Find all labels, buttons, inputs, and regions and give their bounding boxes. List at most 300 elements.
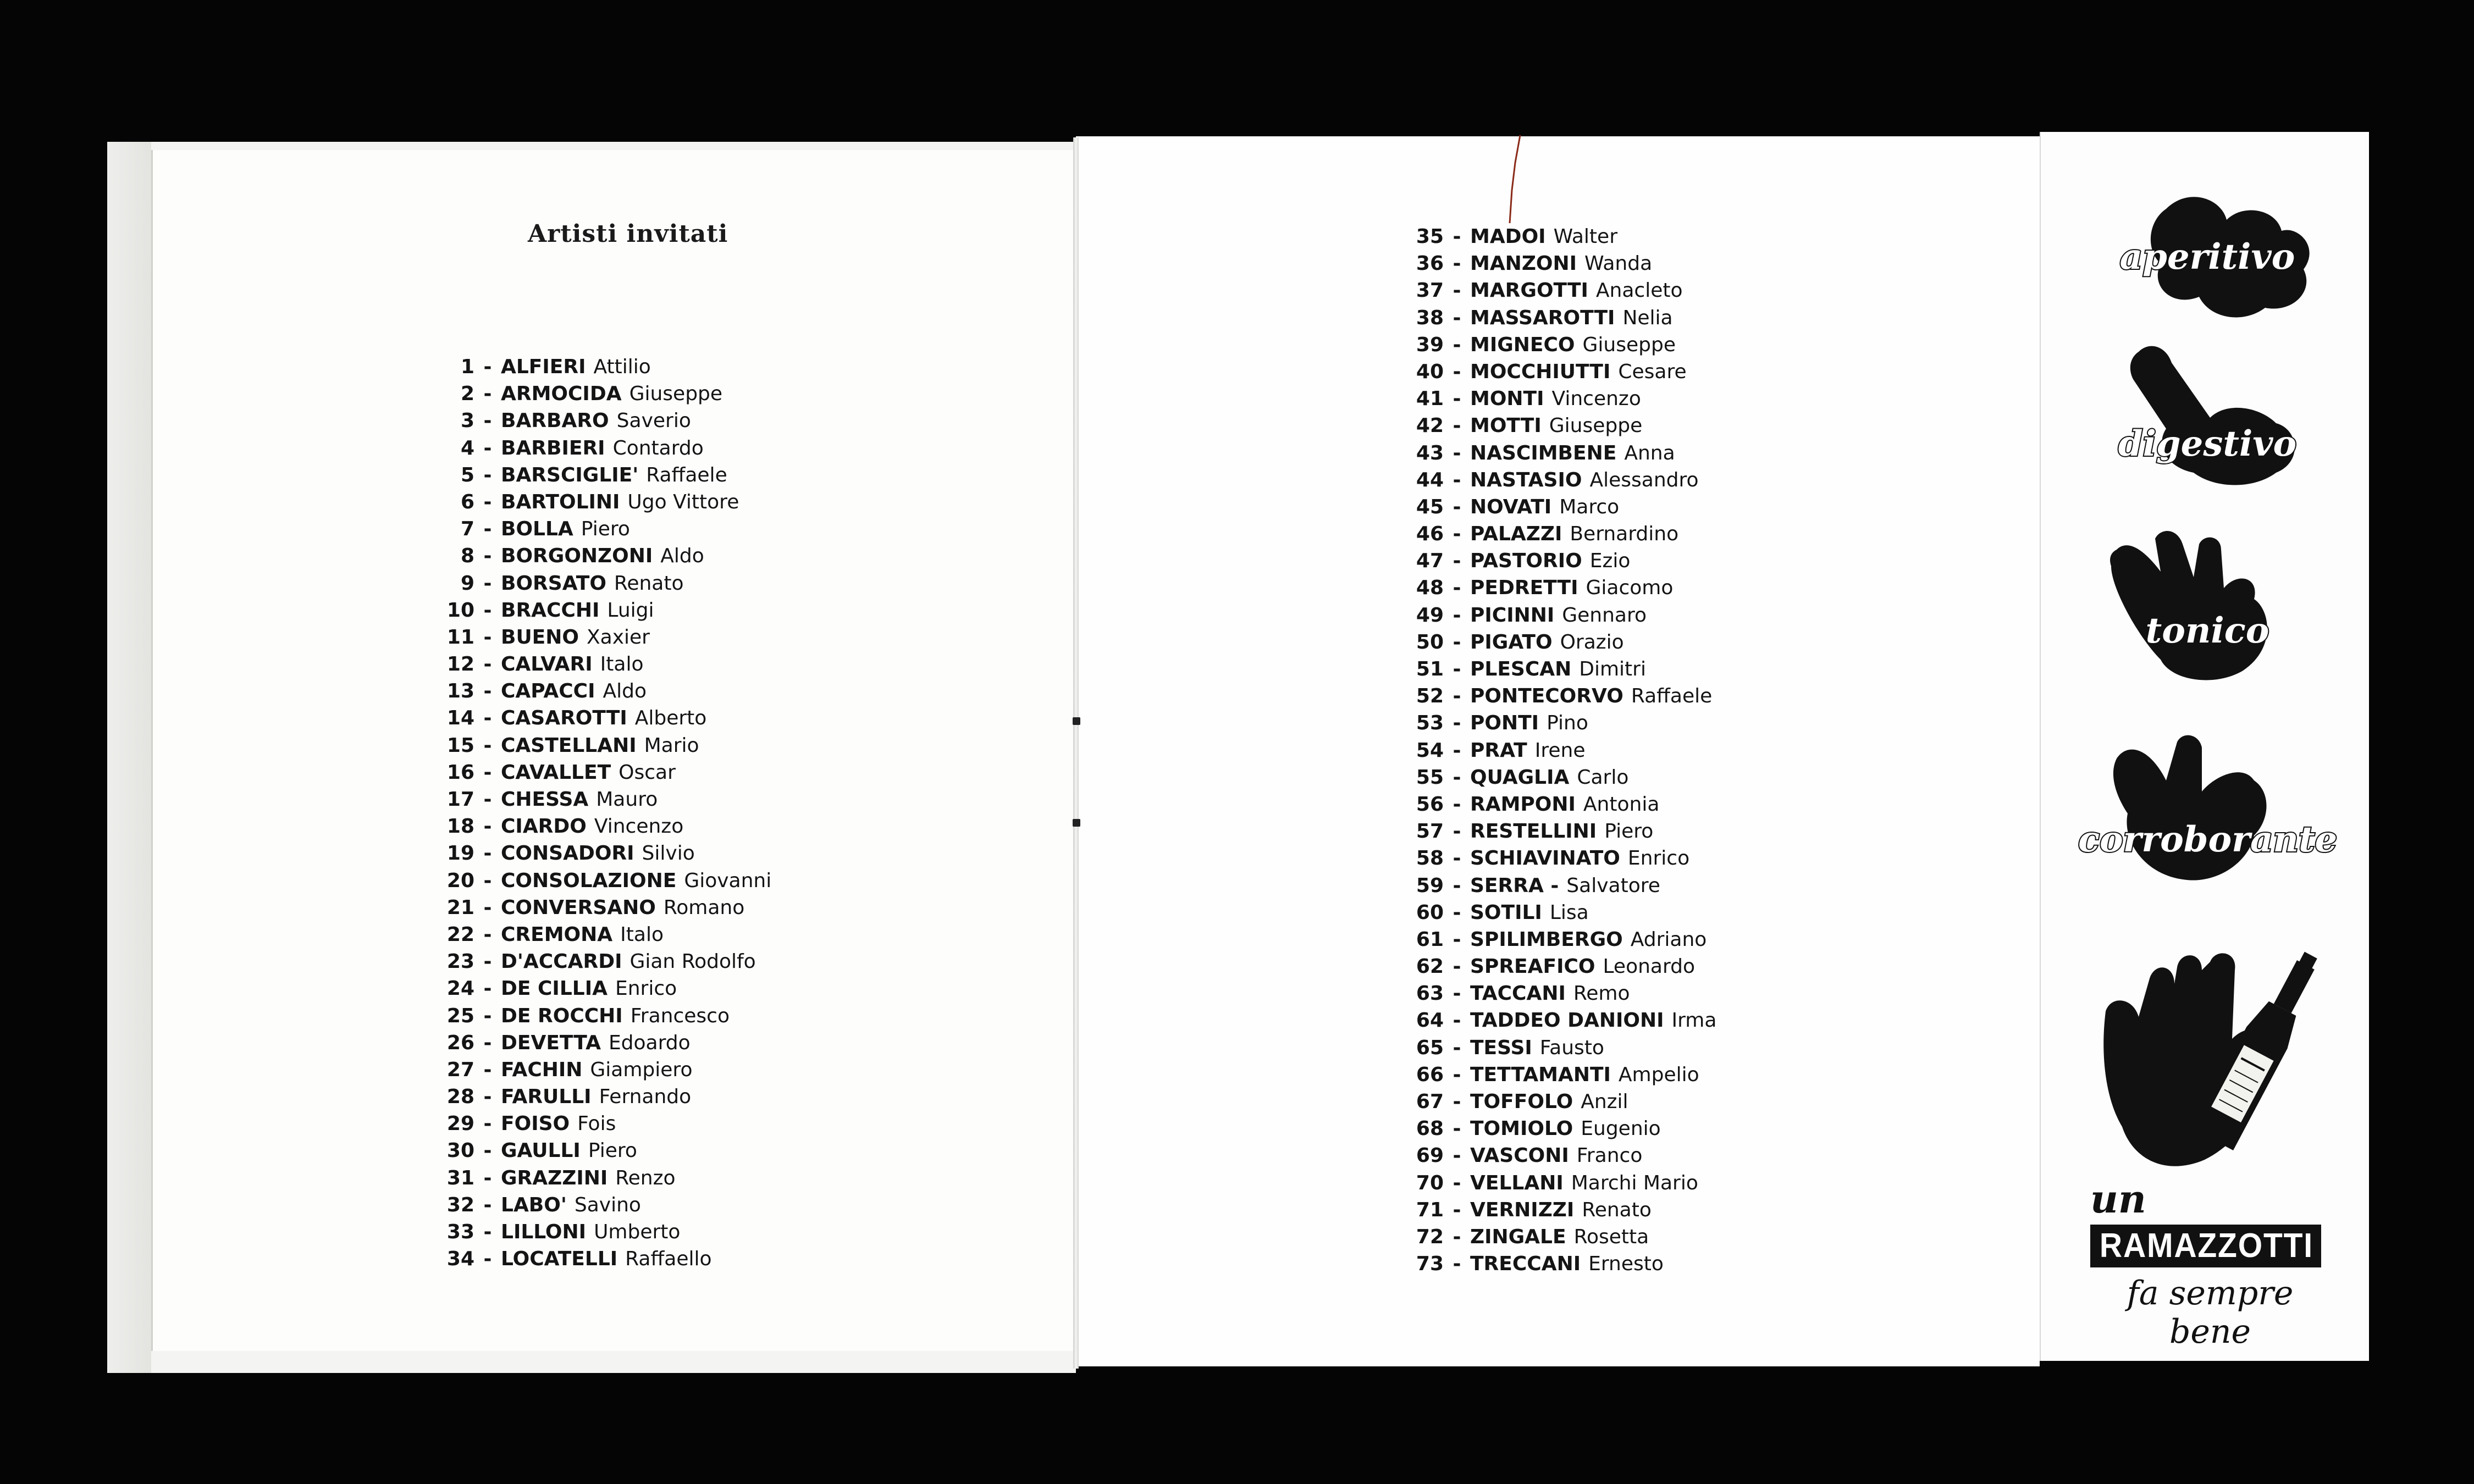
separator-dash: - [1453,333,1461,356]
artist-entry [443,921,771,948]
artist-entry [1412,926,1716,953]
artist-surname: QUAGLIA [1470,766,1570,789]
artist-number: 64 [1416,1009,1444,1032]
separator-dash: - [483,1112,492,1136]
artist-given-name: Silvio [642,842,695,865]
separator-dash: - [483,599,492,622]
artist-list-left [443,353,771,1272]
artist-given-name: Alberto [634,707,707,730]
artist-entry [443,570,771,597]
artist-given-name: Oscar [618,761,676,784]
separator-dash: - [1453,550,1461,573]
artist-surname: BUENO [501,625,579,649]
artist-entry [1412,250,1716,277]
artist-surname: FARULLI [501,1086,592,1109]
artist-number: 67 [1416,1090,1444,1113]
artist-surname: NASTASIO [1470,468,1582,491]
artist-number: 49 [1416,603,1444,627]
tonico-logo [2078,528,2337,693]
artist-number: 56 [1416,793,1444,816]
artist-given-name: Alessandro [1589,468,1699,491]
separator-dash: - [1453,658,1461,680]
artist-number: 57 [1416,820,1444,843]
artist-surname: TOFFOLO [1470,1090,1573,1113]
artist-surname: VASCONI [1470,1144,1569,1167]
artist-entry [443,353,771,380]
artist-given-name: Eugenio [1581,1117,1661,1140]
artist-entry [1412,1115,1716,1142]
separator-dash: - [483,1193,492,1216]
artist-number: 5 [460,463,474,486]
artist-surname: FOISO [501,1112,570,1136]
artist-entry [1412,304,1716,331]
artist-entry [1412,1197,1716,1223]
separator-dash: - [483,1086,492,1109]
left-page-edge [107,142,151,1373]
artist-number: 6 [460,490,474,513]
artist-surname: CALVARI [501,653,593,676]
artist-given-name: Vincenzo [594,815,684,838]
artist-given-name: Rosetta [1573,1225,1649,1248]
separator-dash: - [483,842,492,865]
artist-given-name: Francesco [630,1004,730,1027]
artist-surname: PALAZZI [1470,523,1562,546]
artist-number: 2 [460,383,474,406]
separator-dash: - [483,409,492,433]
artist-given-name: Piero [1604,820,1654,843]
artist-given-name: Fois [577,1112,616,1136]
separator-dash: - [483,625,492,649]
artist-given-name: Marchi Mario [1571,1171,1698,1194]
artist-surname: BARSCIGLIE' [501,463,639,486]
artist-entry [1412,223,1716,250]
artist-number: 51 [1416,658,1444,680]
artist-entry [443,678,771,705]
separator-dash: - [483,490,492,513]
artist-list-right [1412,223,1716,1277]
artist-number: 3 [460,409,474,433]
artist-number: 26 [446,1031,474,1054]
artist-number: 63 [1416,982,1444,1005]
brand-prefix: un [2090,1176,2146,1222]
separator-dash: - [483,653,492,676]
separator-dash: - [483,1004,492,1027]
artist-number: 19 [446,842,474,865]
artist-entry [443,975,771,1002]
artist-entry [1412,1007,1716,1034]
separator-dash: - [483,950,492,973]
separator-dash: - [1453,766,1461,789]
artist-entry [1412,980,1716,1007]
staple-mark [1073,717,1080,725]
artist-entry [443,516,771,542]
artist-given-name: Romano [663,896,745,919]
artist-given-name: Contardo [612,436,704,459]
artist-surname: MADOI [1470,225,1546,248]
artist-number: 66 [1416,1063,1444,1086]
artist-entry [443,1110,771,1137]
artist-number: 44 [1416,468,1444,491]
artist-given-name: Anna [1624,441,1675,464]
artist-entry [443,759,771,786]
artist-number: 50 [1416,630,1444,654]
separator-dash: - [1453,820,1461,843]
separator-dash: - [483,977,492,1000]
artist-surname: RESTELLINI [1470,820,1597,843]
artist-given-name: Vincenzo [1551,387,1641,411]
artist-entry [443,1137,771,1164]
artist-entry [1412,358,1716,385]
artist-given-name: Irma [1671,1009,1717,1032]
artist-entry [443,407,771,434]
artist-given-name: Xaxier [587,625,650,649]
artist-surname: SERRA - [1470,874,1559,897]
artist-surname: SPREAFICO [1470,955,1595,978]
artist-entry [443,1245,771,1272]
artist-given-name: Giampiero [590,1058,693,1081]
artist-given-name: Carlo [1577,766,1629,789]
separator-dash: - [1453,630,1461,654]
artist-given-name: Aldo [660,545,704,568]
artist-entry [1412,1142,1716,1169]
artist-entry [1412,737,1716,764]
artist-entry [1412,656,1716,683]
artist-given-name: Antonia [1583,793,1660,816]
artist-surname: GRAZZINI [501,1166,608,1189]
artist-entry [1412,574,1716,601]
separator-dash: - [483,734,492,757]
artist-given-name: Savino [574,1193,641,1216]
artist-number: 55 [1416,766,1444,789]
separator-dash: - [1453,1036,1461,1059]
artist-entry [443,1219,771,1245]
artist-given-name: Piero [588,1139,637,1162]
separator-dash: - [483,761,492,784]
separator-dash: - [1453,306,1461,329]
artist-given-name: Anzil [1581,1090,1628,1113]
artist-number: 33 [446,1221,474,1243]
artist-number: 4 [460,436,474,459]
artist-number: 9 [460,572,474,595]
artist-entry [443,1083,771,1110]
artist-surname: TRECCANI [1470,1253,1581,1276]
artist-given-name: Aldo [603,680,647,703]
artist-number: 24 [446,977,474,1000]
artist-entry [1412,899,1716,926]
artist-number: 68 [1416,1117,1444,1140]
artist-given-name: Giuseppe [629,383,723,406]
separator-dash: - [1453,928,1461,951]
artist-number: 15 [446,734,474,757]
artist-surname: CASTELLANI [501,734,637,757]
artist-surname: BOLLA [501,518,573,541]
artist-number: 46 [1416,523,1444,546]
artist-number: 25 [446,1004,474,1027]
artist-given-name: Mauro [596,788,658,811]
artist-number: 61 [1416,928,1444,951]
artist-surname: CAVALLET [501,761,611,784]
artist-surname: SCHIAVINATO [1470,847,1620,870]
artist-surname: MONTI [1470,387,1544,411]
separator-dash: - [483,869,492,892]
artist-surname: GAULLI [501,1139,581,1162]
artist-given-name: Attilio [593,356,651,378]
artist-given-name: Nelia [1622,306,1673,329]
artist-entry [1412,520,1716,547]
artist-given-name: Adriano [1630,928,1707,951]
paper-tear-mark [1506,135,1523,223]
separator-dash: - [1453,874,1461,897]
separator-dash: - [483,1031,492,1054]
artist-entry [1412,467,1716,494]
artist-number: 39 [1416,333,1444,356]
tonico-label: tonico [2145,610,2269,651]
artist-entry [443,380,771,407]
aperitivo-label: aperitivo [2119,236,2295,278]
digestivo-label: digestivo [2118,423,2297,464]
artist-given-name: Enrico [1627,847,1690,870]
artist-number: 52 [1416,685,1444,708]
artist-entry [1412,1250,1716,1277]
artist-number: 28 [446,1086,474,1109]
artist-number: 1 [460,356,474,378]
separator-dash: - [1453,712,1461,735]
artist-entry [1412,277,1716,304]
artist-number: 69 [1416,1144,1444,1167]
artist-surname: DE CILLIA [501,977,608,1000]
artist-number: 7 [460,518,474,541]
brand-name-box [2090,1225,2321,1267]
artist-number: 8 [460,545,474,568]
separator-dash: - [1453,279,1461,302]
artist-surname: MASSAROTTI [1470,306,1615,329]
artist-surname: SPILIMBERGO [1470,928,1623,951]
artist-entry [443,435,771,462]
separator-dash: - [483,707,492,730]
brand-name: RAMAZZOTTI [2099,1227,2314,1265]
artist-given-name: Giovanni [684,869,772,892]
artist-given-name: Saverio [616,409,691,433]
artist-number: 11 [446,625,474,649]
artist-surname: PLESCAN [1470,658,1572,680]
separator-dash: - [483,1139,492,1162]
artist-given-name: Edoardo [608,1031,691,1054]
artist-number: 41 [1416,387,1444,411]
separator-dash: - [1453,441,1461,464]
artist-surname: PONTECORVO [1470,685,1623,708]
artist-surname: D'ACCARDI [501,950,622,973]
artist-given-name: Italo [600,653,644,676]
artist-entry [443,489,771,516]
separator-dash: - [483,436,492,459]
artist-entry [443,651,771,678]
artist-entry [1412,791,1716,818]
separator-dash: - [483,463,492,486]
artist-given-name: Ampelio [1618,1063,1699,1086]
separator-dash: - [483,383,492,406]
separator-dash: - [1453,847,1461,870]
artist-surname: FACHIN [501,1058,583,1081]
artist-entry [443,1192,771,1219]
artist-given-name: Marco [1559,495,1620,518]
brand-tagline: fa sempre bene [2127,1274,2294,1351]
artist-given-name: Cesare [1618,360,1687,383]
artist-surname: CONSADORI [501,842,634,865]
artist-surname: NOVATI [1470,495,1552,518]
artist-given-name: Luigi [607,599,654,622]
artist-surname: PRAT [1470,739,1527,762]
artist-surname: PEDRETTI [1470,577,1578,600]
spine-fold [1073,137,1079,1369]
artist-entry [1412,629,1716,656]
separator-dash: - [1453,495,1461,518]
artist-entry [443,948,771,975]
separator-dash: - [1453,252,1461,275]
artist-entry [443,624,771,651]
artist-surname: MARGOTTI [1470,279,1588,302]
artist-given-name: Ugo Vittore [627,490,739,513]
hand-with-bottle-icon [2084,945,2337,1176]
separator-dash: - [1453,523,1461,546]
artist-surname: MIGNECO [1470,333,1575,356]
separator-dash: - [483,1058,492,1081]
artist-entry [1412,818,1716,845]
artist-number: 27 [446,1058,474,1081]
separator-dash: - [483,518,492,541]
artist-surname: MOCCHIUTTI [1470,360,1611,383]
artist-surname: TACCANI [1470,982,1566,1005]
aperitivo-logo [2078,187,2337,352]
artist-number: 18 [446,815,474,838]
artist-number: 36 [1416,252,1444,275]
artist-entry [1412,953,1716,980]
artist-entry [443,542,771,569]
separator-dash: - [1453,603,1461,627]
artist-surname: TADDEO DANIONI [1470,1009,1664,1032]
separator-dash: - [483,1166,492,1189]
artist-surname: CREMONA [501,923,613,946]
artist-number: 70 [1416,1171,1444,1194]
artist-number: 14 [446,707,474,730]
artist-entry [443,813,771,840]
artist-number: 32 [446,1193,474,1216]
artist-given-name: Enrico [615,977,677,1000]
artist-entry [443,597,771,624]
artist-number: 60 [1416,901,1444,924]
artist-entry [1412,872,1716,899]
separator-dash: - [483,545,492,568]
artist-given-name: Ernesto [1588,1253,1664,1276]
corroborante-logo [2078,731,2337,896]
separator-dash: - [1453,982,1461,1005]
artist-given-name: Italo [620,923,664,946]
separator-dash: - [1453,739,1461,762]
artist-given-name: Lisa [1549,901,1589,924]
artist-number: 23 [446,950,474,973]
artist-number: 40 [1416,360,1444,383]
separator-dash: - [483,680,492,703]
artist-given-name: Remo [1573,982,1630,1005]
artist-number: 29 [446,1112,474,1136]
artist-entry [1412,1061,1716,1088]
artist-given-name: Leonardo [1603,955,1696,978]
artist-given-name: Giuseppe [1582,333,1676,356]
artist-entry [1412,602,1716,629]
artist-given-name: Renato [1582,1198,1652,1221]
artist-surname: TOMIOLO [1470,1117,1573,1140]
artist-number: 38 [1416,306,1444,329]
artist-surname: CAPACCI [501,680,595,703]
separator-dash: - [1453,793,1461,816]
separator-dash: - [483,923,492,946]
artist-number: 47 [1416,550,1444,573]
ramazzotti-advert [2084,945,2337,1351]
artist-surname: LILLONI [501,1221,587,1243]
separator-dash: - [1453,1144,1461,1167]
artist-entry [443,705,771,732]
artist-number: 16 [446,761,474,784]
artist-given-name: Salvatore [1566,874,1660,897]
artist-given-name: Mario [644,734,699,757]
artist-entry [1412,331,1716,358]
artist-entry [1412,1170,1716,1197]
artist-surname: CONSOLAZIONE [501,869,677,892]
artist-number: 58 [1416,847,1444,870]
separator-dash: - [483,1248,492,1271]
separator-dash: - [1453,414,1461,438]
artist-surname: PASTORIO [1470,550,1582,573]
artist-surname: CASAROTTI [501,707,627,730]
artist-surname: PONTI [1470,712,1539,735]
artist-entry [1412,1088,1716,1115]
artist-surname: VELLANI [1470,1171,1564,1194]
artist-given-name: Fernando [599,1086,692,1109]
artist-number: 13 [446,680,474,703]
separator-dash: - [483,896,492,919]
page-title: Artisti invitati [528,220,728,248]
artist-entry [443,732,771,759]
artist-given-name: Renato [614,572,684,595]
artist-given-name: Renzo [615,1166,676,1189]
artist-entry [443,1165,771,1192]
artist-surname: PIGATO [1470,630,1553,654]
artist-surname: LOCATELLI [501,1248,618,1271]
separator-dash: - [1453,577,1461,600]
artist-number: 43 [1416,441,1444,464]
artist-surname: TETTAMANTI [1470,1063,1611,1086]
artist-surname: DE ROCCHI [501,1004,623,1027]
artist-given-name: Wanda [1584,252,1653,275]
artist-entry [1412,412,1716,439]
artist-number: 65 [1416,1036,1444,1059]
separator-dash: - [1453,1117,1461,1140]
artist-surname: BARTOLINI [501,490,620,513]
artist-number: 45 [1416,495,1444,518]
artist-surname: TESSI [1470,1036,1532,1059]
artist-number: 53 [1416,712,1444,735]
artist-number: 30 [446,1139,474,1162]
artist-given-name: Walter [1553,225,1617,248]
separator-dash: - [1453,1225,1461,1248]
separator-dash: - [483,815,492,838]
digestivo-logo [2078,341,2337,506]
staple-mark [1073,819,1080,827]
artist-number: 42 [1416,414,1444,438]
artist-given-name: Fausto [1539,1036,1604,1059]
artist-number: 48 [1416,577,1444,600]
artist-entry [443,867,771,894]
separator-dash: - [1453,1171,1461,1194]
